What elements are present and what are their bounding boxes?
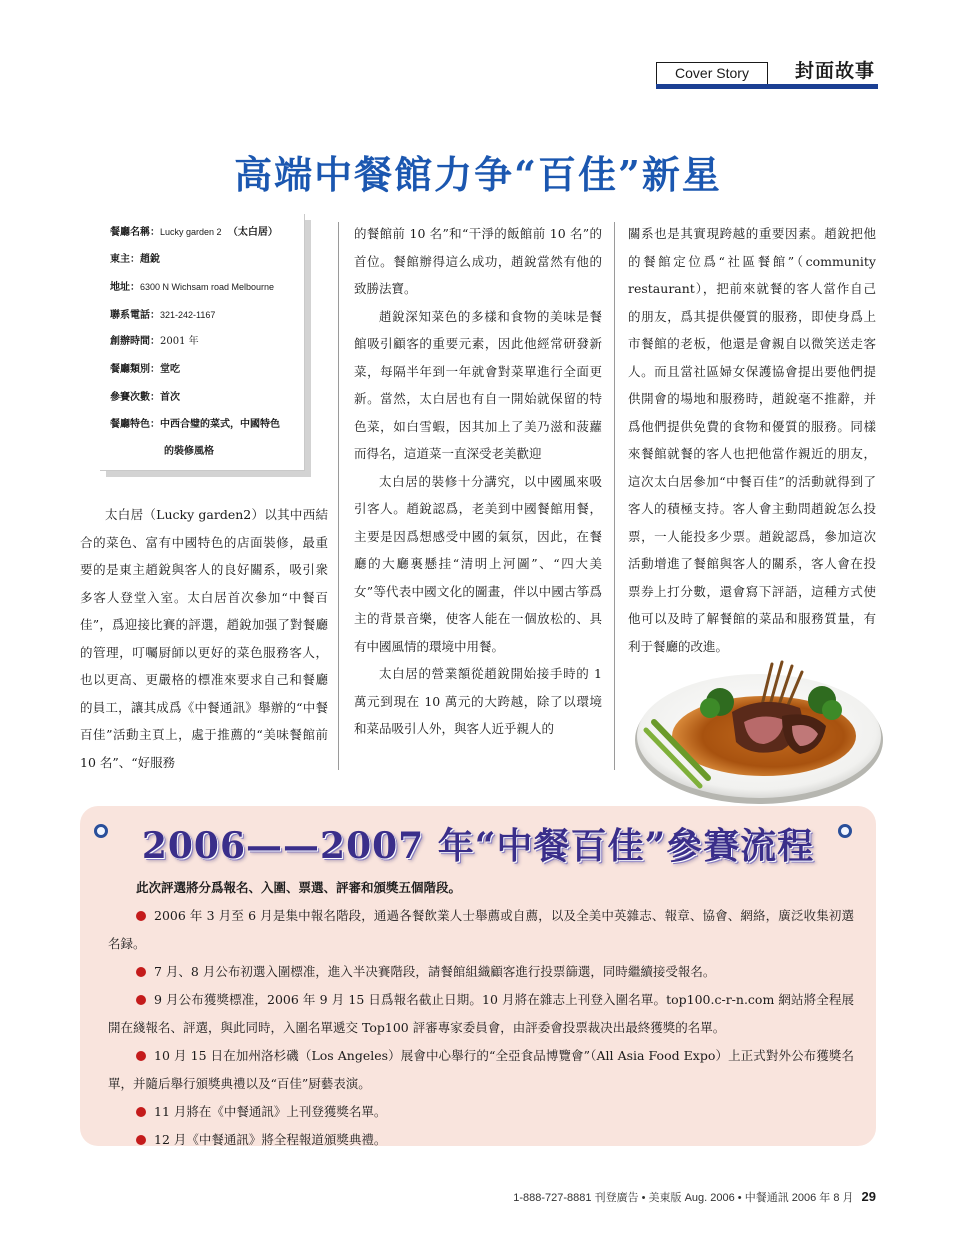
bullet-icon <box>136 911 146 921</box>
column-divider <box>338 222 339 770</box>
list-item: 12 月《中餐通訊》將全程報道頒獎典禮。 <box>108 1126 854 1154</box>
page-footer <box>513 1188 876 1207</box>
process-steps <box>108 902 854 1154</box>
list-item: 2006 年 3 月至 6 月是集中報名階段，通過各餐飲業人士舉薦或自薦，以及全美中英雜志、報章、協會、網絡，廣泛收集初選名録。 <box>108 908 854 951</box>
info-row-category: 餐廳類別：堂吃 <box>110 364 180 375</box>
article-title: 高端中餐館力争“百佳”新星 <box>234 152 722 197</box>
article-column-1 <box>80 501 328 776</box>
article-paragraph: 太白居的營業額從趙銳開始接手時的 1 萬元到現在 10 萬元的大跨越，除了以環境和菜品吸引人外，與客人近乎親人的 <box>354 666 602 736</box>
cover-story-tag: Cover Story <box>656 62 768 85</box>
info-row-features: 餐廳特色：中西合璧的菜式，中國特色 <box>110 419 280 430</box>
info-row-owner: 東主：趙銳 <box>110 254 160 265</box>
process-title: 2006——2007 年“中餐百佳”參賽流程 <box>141 825 815 867</box>
footer-text: 1-888-727-8881 刊登廣告 • 美東版 Aug. 2006 • 中餐通訊 2006 年 8 月 <box>513 1192 854 1204</box>
info-row-name: 餐廳名稱：Lucky garden 2 （太白居） <box>110 227 278 238</box>
article-paragraph: 關系也是其實現跨越的重要因素。趙銳把他的餐館定位爲“社區餐館”（community restaurant），把前來就餐的客人當作自己的朋友，爲其提供優質的服務，即使身爲上市餐館的老板，他還是會親自以微笑送走客人。而且當社區婦女保護協會提出要他們提供開會的場地和服務時，趙銳毫不推辭，并爲他們提供免費的食物和優質的服務。同樣來餐館就餐的客人也把他當作親近的朋友，這次太白居參加“中餐百佳”的活動就得到了客人的積極支持。客人會主動問趙銳怎么投票，一人能投多少票。趙銳認爲，參加這次活動增進了餐館與客人的關系，客人會在投票券上打分數，還會寫下評語，這種方式使他可以及時了解餐館的菜品和服務質量，有利于餐廳的改進。 <box>628 226 876 654</box>
section-title: 封面故事 <box>794 60 875 82</box>
info-row-founded: 創辦時間：2001 年 <box>110 336 199 347</box>
bullet-icon <box>136 1051 146 1061</box>
dish-photo <box>632 650 886 808</box>
header-rule <box>656 84 878 89</box>
page-number: 29 <box>861 1189 876 1204</box>
list-item: 9 月公布獲獎標准，2006 年 9 月 15 日爲報名截止日期。10 月將在雜志上刊登入圍名單。top100.c-r-n.com 網站將全程展開在綫報名、評選，與此同時，入圍名單遞交 Top100 評審專家委員會，由評委會投票裁决出最終獲獎的名單。 <box>108 992 854 1035</box>
bullet-icon <box>136 967 146 977</box>
bullet-icon <box>136 1135 146 1145</box>
info-row-entries: 參賽次數：首次 <box>110 392 180 403</box>
article-column-2 <box>354 220 602 743</box>
article-paragraph: 太白居（Lucky garden2）以其中西結合的菜色、富有中國特色的店面裝修，最重要的是東主趙銳與客人的良好關系，吸引衆多客人登堂入室。太白居首次參加“中餐百佳”，爲迎接比賽的評選，趙銳加强了對餐廳的管理，叮囑厨師以更好的菜色服務客人，也以更高、更嚴格的標准來要求自己和餐廳的員工，讓其成爲《中餐通訊》舉辦的“中餐百佳”活動主頁上，處于推薦的“美味餐館前 10 名”、“好服務 <box>80 507 328 770</box>
list-item: 11 月將在《中餐通訊》上刊登獲獎名單。 <box>108 1098 854 1126</box>
info-row-phone: 聯系電話：321-242-1167 <box>110 310 216 321</box>
bullet-icon <box>136 1107 146 1117</box>
list-item: 10 月 15 日在加州洛杉磯（Los Angeles）展會中心舉行的“全亞食品博覽會”（All Asia Food Expo）上正式對外公布獲獎名單，并隨后舉行頒獎典禮以及“百佳”厨藝表演。 <box>108 1048 854 1091</box>
article-paragraph: 太白居的裝修十分講究，以中國風來吸引客人。趙銳認爲，老美到中國餐館用餐，主要是因爲想感受中國的氣氛，因此，在餐廳的大廳裏懸挂“清明上河圖”、“四大美女”等代表中國文化的圖畫，伴以中國古筝爲主的背景音樂，使客人能在一個放松的、具有中國風情的環境中用餐。 <box>354 473 602 654</box>
article-paragraph: 趙銳深知菜色的多樣和食物的美味是餐館吸引顧客的重要元素，因此他經常研發新菜，每隔半年到一年就會對菜單進行全面更新。當然，太白居也有自一開始就保留的特色菜，如白雪蝦，因其加上了美乃滋和菠蘿而得名，這道菜一直深受老美歡迎 <box>354 308 602 461</box>
info-row-address: 地址：6300 N Wichsam road Melbourne <box>110 282 275 293</box>
bullet-icon <box>136 995 146 1005</box>
article-column-3 <box>628 220 876 660</box>
ring-decoration <box>838 824 852 838</box>
ring-decoration <box>94 824 108 838</box>
process-intro: 此次評選將分爲報名、入圍、票選、評審和頒獎五個階段。 <box>136 880 462 895</box>
list-item: 7 月、8 月公布初選入圍標准，進入半决賽階段，請餐館組織顧客進行投票篩選，同時繼續接受報名。 <box>108 958 854 986</box>
column-divider <box>614 222 615 770</box>
article-paragraph: 的餐館前 10 名”和“干淨的飯館前 10 名”的首位。餐館辦得這么成功，趙銳當然有他的致勝法寶。 <box>354 226 602 296</box>
restaurant-info-box <box>100 214 305 471</box>
info-row-features-cont: 的裝修風格 <box>164 446 214 457</box>
